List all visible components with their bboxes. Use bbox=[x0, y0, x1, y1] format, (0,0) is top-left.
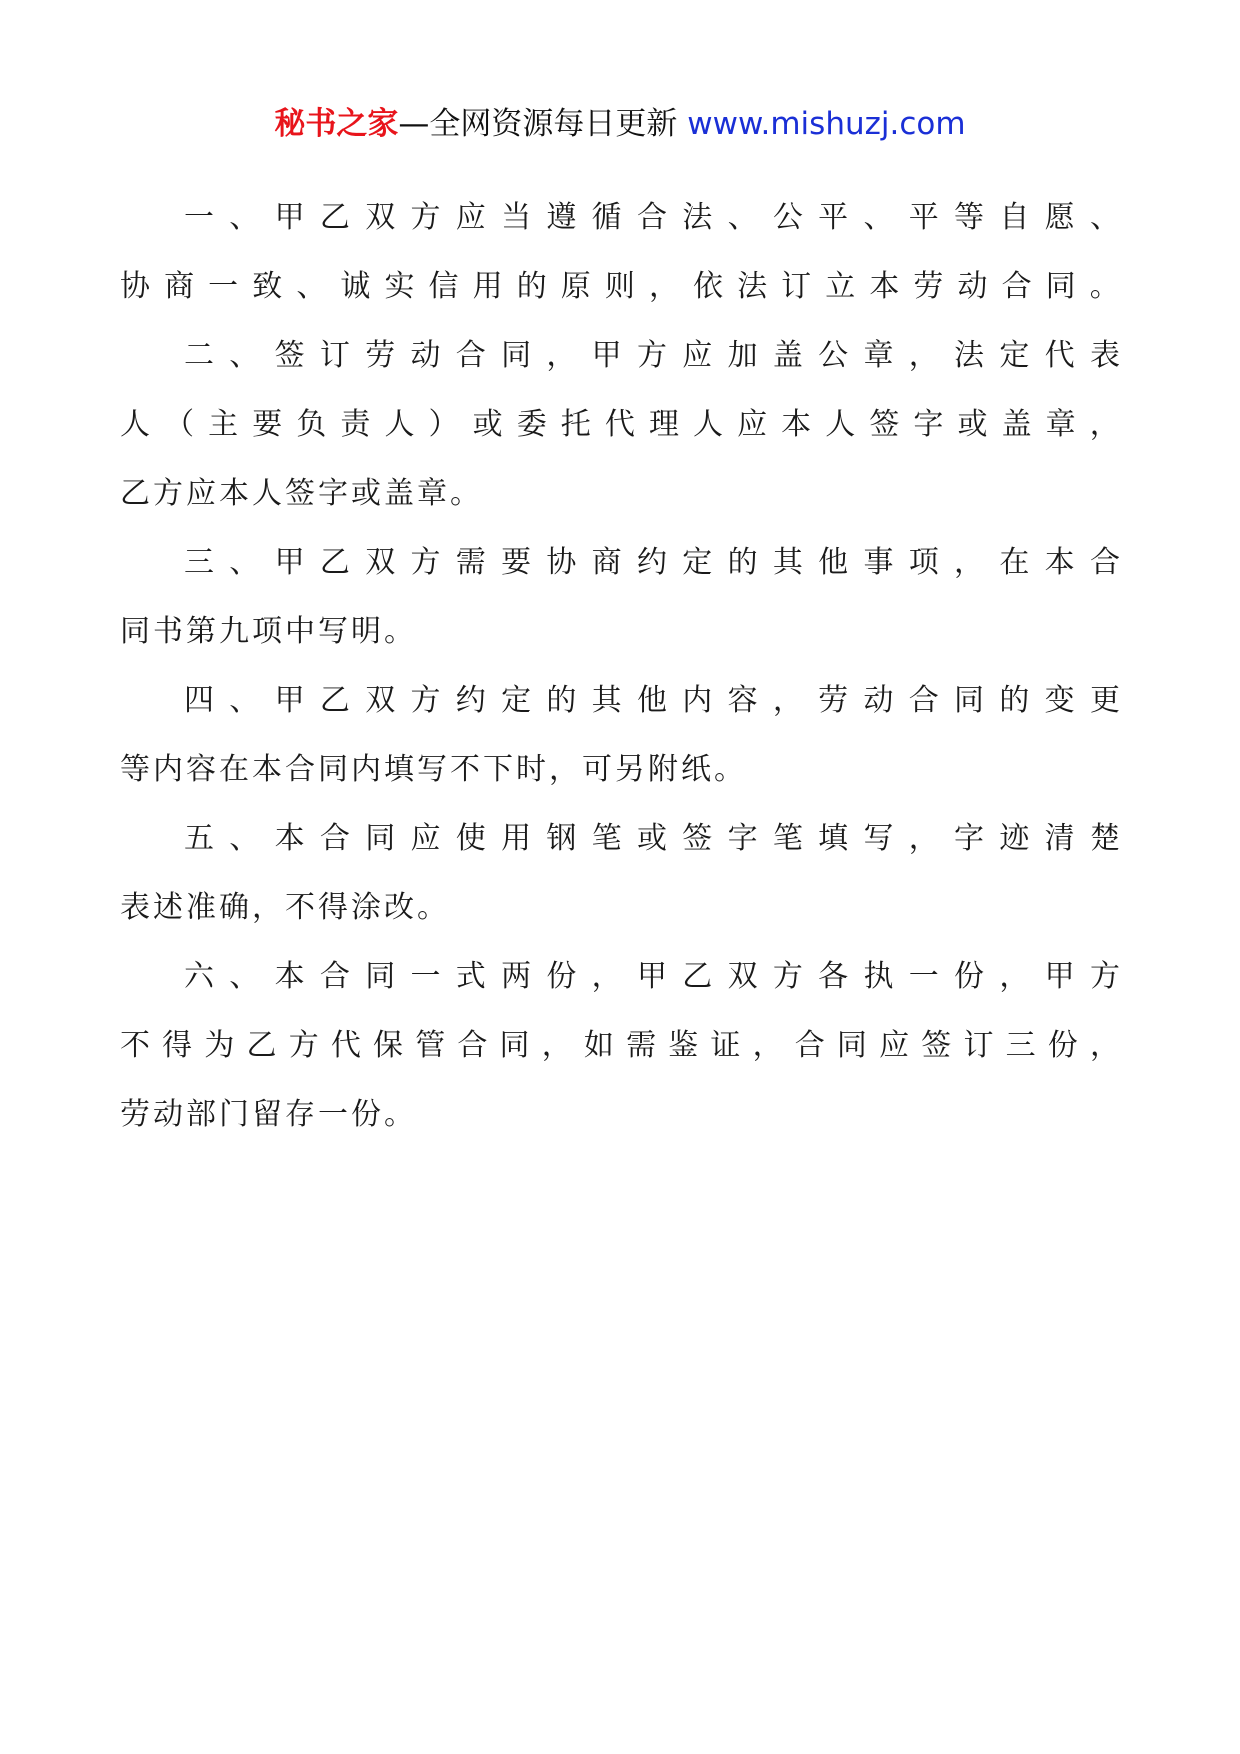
text-char: 使 bbox=[455, 821, 486, 856]
text-char: 需 bbox=[455, 545, 486, 580]
text-char: 主 bbox=[208, 407, 239, 442]
text-char: 方 bbox=[772, 959, 803, 994]
text-char: 同 bbox=[365, 821, 396, 856]
text-char: 填 bbox=[818, 821, 849, 856]
text-char: 字 bbox=[727, 821, 758, 856]
text-char: 合 bbox=[1001, 269, 1032, 304]
text-char: 如 bbox=[583, 1028, 614, 1063]
text-char: 应 bbox=[879, 1028, 910, 1063]
text-char: 法 bbox=[737, 269, 768, 304]
paragraph-5-line-1 bbox=[120, 817, 1120, 886]
text-char: （ bbox=[164, 407, 195, 442]
text-char: 的 bbox=[546, 683, 577, 718]
text-char: 一 bbox=[184, 200, 214, 235]
text-char: 各 bbox=[818, 959, 849, 994]
text-char: 甲 bbox=[274, 200, 305, 235]
text-char: 要 bbox=[252, 407, 283, 442]
text-char: 签 bbox=[921, 1028, 952, 1063]
text-char: 三 bbox=[184, 545, 214, 580]
text-char: 或 bbox=[636, 821, 667, 856]
text-char: 或 bbox=[957, 407, 988, 442]
text-char: 乙 bbox=[319, 683, 350, 718]
text-char: 为 bbox=[204, 1028, 235, 1063]
text-char: 或 bbox=[472, 407, 503, 442]
text-char: 清 bbox=[1044, 821, 1075, 856]
text-char: 协 bbox=[120, 269, 150, 304]
text-char: 甲 bbox=[274, 545, 305, 580]
text-char: 合 bbox=[455, 338, 486, 373]
text-char: 笔 bbox=[591, 821, 622, 856]
text-char: 人 bbox=[825, 407, 856, 442]
text-char: 商 bbox=[591, 545, 622, 580]
text-char: 迹 bbox=[999, 821, 1030, 856]
text-char: 钢 bbox=[546, 821, 577, 856]
text-char: 公 bbox=[818, 338, 849, 373]
text-char: 遵 bbox=[546, 200, 577, 235]
text-char: 盖 bbox=[1001, 407, 1032, 442]
text-char: 四 bbox=[184, 683, 214, 718]
paragraph-6-line-2 bbox=[120, 1024, 1120, 1093]
text-char: 签 bbox=[682, 821, 713, 856]
text-char: 盖 bbox=[772, 338, 803, 373]
text-char: 人 bbox=[693, 407, 724, 442]
text-char: 合 bbox=[457, 1028, 488, 1063]
text-char: 份 bbox=[1047, 1028, 1078, 1063]
text-char: 、 bbox=[229, 338, 260, 373]
text-char: 乙 bbox=[246, 1028, 277, 1063]
text-char: 订 bbox=[319, 338, 350, 373]
paragraph-6-line-1 bbox=[120, 955, 1120, 1024]
text-char: 一 bbox=[410, 959, 441, 994]
text-char: 变 bbox=[1044, 683, 1075, 718]
text-char: 定 bbox=[501, 683, 532, 718]
text-char: 应 bbox=[682, 338, 713, 373]
text-char: 同 bbox=[499, 1028, 530, 1063]
text-char: 劳 bbox=[818, 683, 849, 718]
text-char: 方 bbox=[410, 683, 441, 718]
text-char: 同 bbox=[836, 1028, 867, 1063]
text-char: 应 bbox=[737, 407, 768, 442]
text-char: 五 bbox=[184, 821, 214, 856]
paragraph-2-line-2 bbox=[120, 403, 1120, 472]
text-char: 方 bbox=[636, 338, 667, 373]
text-char: 委 bbox=[516, 407, 547, 442]
text-char: 份 bbox=[546, 959, 577, 994]
header-tagline: —全网资源每日更新 bbox=[398, 106, 678, 142]
text-char: 循 bbox=[591, 200, 622, 235]
text-char: 项 bbox=[908, 545, 939, 580]
text-char: 其 bbox=[591, 683, 622, 718]
paragraph-6-line-3: 劳动部门留存一份。 bbox=[120, 1097, 417, 1132]
text-char: 、 bbox=[863, 200, 894, 235]
text-char: 商 bbox=[164, 269, 195, 304]
text-char: 合 bbox=[636, 200, 667, 235]
text-char: ， bbox=[908, 821, 939, 856]
text-char: 人 bbox=[384, 407, 415, 442]
text-char: 依 bbox=[693, 269, 724, 304]
text-char: 在 bbox=[999, 545, 1030, 580]
text-char: 甲 bbox=[1044, 959, 1075, 994]
text-char: 定 bbox=[682, 545, 713, 580]
text-char: 乙 bbox=[682, 959, 713, 994]
text-char: 签 bbox=[869, 407, 900, 442]
text-char: 管 bbox=[415, 1028, 446, 1063]
text-char: 双 bbox=[365, 683, 396, 718]
text-char: ， bbox=[752, 1028, 783, 1063]
text-char: 、 bbox=[229, 959, 260, 994]
text-char: 等 bbox=[954, 200, 985, 235]
text-char: 立 bbox=[825, 269, 856, 304]
text-char: 证 bbox=[710, 1028, 741, 1063]
text-char: 人 bbox=[120, 407, 150, 442]
text-char: 更 bbox=[1089, 683, 1120, 718]
text-char: 、 bbox=[229, 821, 260, 856]
text-char: 其 bbox=[772, 545, 803, 580]
text-char: 动 bbox=[957, 269, 988, 304]
text-char: 保 bbox=[373, 1028, 404, 1063]
text-char: 份 bbox=[954, 959, 985, 994]
paragraph-1-line-2 bbox=[120, 265, 1120, 334]
text-char: 应 bbox=[455, 200, 486, 235]
text-char: 劳 bbox=[365, 338, 396, 373]
text-char: 同 bbox=[954, 683, 985, 718]
paragraph-1-line-1 bbox=[120, 196, 1120, 265]
contract-notes bbox=[120, 196, 1120, 1162]
text-char: 表 bbox=[1089, 338, 1120, 373]
text-char: 乙 bbox=[319, 200, 350, 235]
text-char: 法 bbox=[954, 338, 985, 373]
text-char: 公 bbox=[772, 200, 803, 235]
text-char: 要 bbox=[501, 545, 532, 580]
text-char: 式 bbox=[455, 959, 486, 994]
text-char: 原 bbox=[560, 269, 591, 304]
paragraph-3-line-2: 同书第九项中写明。 bbox=[120, 614, 417, 649]
text-char: 双 bbox=[727, 959, 758, 994]
text-char: 的 bbox=[727, 545, 758, 580]
text-char: 用 bbox=[501, 821, 532, 856]
text-char: ） bbox=[428, 407, 459, 442]
text-char: 合 bbox=[1089, 545, 1120, 580]
text-char: 章 bbox=[863, 338, 894, 373]
text-char: 他 bbox=[636, 683, 667, 718]
text-char: 合 bbox=[319, 821, 350, 856]
text-char: ， bbox=[541, 1028, 572, 1063]
text-char: 一 bbox=[208, 269, 239, 304]
text-char: 不 bbox=[120, 1028, 150, 1063]
paragraph-2-line-3: 乙方应本人签字或盖章。 bbox=[120, 476, 483, 511]
text-char: 方 bbox=[410, 200, 441, 235]
paragraph-3-line-1 bbox=[120, 541, 1120, 610]
text-char: ， bbox=[954, 545, 985, 580]
text-char: ， bbox=[648, 269, 679, 304]
text-char: 、 bbox=[229, 200, 260, 235]
text-char: 负 bbox=[296, 407, 327, 442]
text-char: 本 bbox=[781, 407, 812, 442]
paragraph-5-line-2: 表述准确，不得涂改。 bbox=[120, 890, 450, 925]
text-char: 自 bbox=[999, 200, 1030, 235]
text-char: ， bbox=[591, 959, 622, 994]
text-char: 动 bbox=[410, 338, 441, 373]
text-char: 责 bbox=[340, 407, 371, 442]
text-char: 代 bbox=[330, 1028, 361, 1063]
text-char: 本 bbox=[274, 959, 305, 994]
text-char: 乙 bbox=[319, 545, 350, 580]
text-char: 二 bbox=[184, 338, 214, 373]
text-char: ， bbox=[999, 959, 1030, 994]
text-char: 甲 bbox=[636, 959, 667, 994]
text-char: 得 bbox=[162, 1028, 193, 1063]
text-char: 双 bbox=[365, 200, 396, 235]
text-char: 法 bbox=[682, 200, 713, 235]
paragraph-4-line-2: 等内容在本合同内填写不下时，可另附纸。 bbox=[120, 752, 747, 787]
text-char: 字 bbox=[913, 407, 944, 442]
text-char: 本 bbox=[869, 269, 900, 304]
text-char: 代 bbox=[604, 407, 635, 442]
text-char: 字 bbox=[954, 821, 985, 856]
text-char: 鉴 bbox=[668, 1028, 699, 1063]
text-char: 托 bbox=[560, 407, 591, 442]
text-char: ， bbox=[772, 683, 803, 718]
text-char: 约 bbox=[455, 683, 486, 718]
text-char: 订 bbox=[963, 1028, 994, 1063]
text-char: 加 bbox=[727, 338, 758, 373]
text-char: 本 bbox=[1044, 545, 1075, 580]
page-header bbox=[0, 102, 1240, 146]
text-char: 的 bbox=[516, 269, 547, 304]
text-char: 合 bbox=[319, 959, 350, 994]
text-char: 章 bbox=[1045, 407, 1076, 442]
text-char: 本 bbox=[274, 821, 305, 856]
text-char: 、 bbox=[229, 683, 260, 718]
text-char: 、 bbox=[229, 545, 260, 580]
text-char: 用 bbox=[472, 269, 503, 304]
text-char: 劳 bbox=[913, 269, 944, 304]
text-char: 甲 bbox=[274, 683, 305, 718]
text-char: 同 bbox=[501, 338, 532, 373]
text-char: 甲 bbox=[591, 338, 622, 373]
text-char: 需 bbox=[626, 1028, 657, 1063]
text-char: 定 bbox=[999, 338, 1030, 373]
text-char: 、 bbox=[296, 269, 327, 304]
text-char: 致 bbox=[252, 269, 283, 304]
text-char: 同 bbox=[1045, 269, 1076, 304]
text-char: 三 bbox=[1005, 1028, 1036, 1063]
text-char: 代 bbox=[1044, 338, 1075, 373]
text-char: 实 bbox=[384, 269, 415, 304]
text-char: ， bbox=[1089, 407, 1120, 442]
text-char: 签 bbox=[274, 338, 305, 373]
text-char: 两 bbox=[501, 959, 532, 994]
paragraph-4-line-1 bbox=[120, 679, 1120, 748]
text-char: 合 bbox=[908, 683, 939, 718]
text-char: 同 bbox=[365, 959, 396, 994]
text-char: 方 bbox=[1089, 959, 1120, 994]
text-char: 。 bbox=[1089, 269, 1120, 304]
text-char: 执 bbox=[863, 959, 894, 994]
text-char: 六 bbox=[184, 959, 214, 994]
text-char: 信 bbox=[428, 269, 459, 304]
text-char: 内 bbox=[682, 683, 713, 718]
text-char: 平 bbox=[908, 200, 939, 235]
paragraph-2-line-1 bbox=[120, 334, 1120, 403]
text-char: 订 bbox=[781, 269, 812, 304]
text-char: 合 bbox=[794, 1028, 825, 1063]
text-char: 应 bbox=[410, 821, 441, 856]
text-char: 楚 bbox=[1089, 821, 1120, 856]
text-char: 的 bbox=[999, 683, 1030, 718]
text-char: ， bbox=[1089, 1028, 1120, 1063]
text-char: 一 bbox=[908, 959, 939, 994]
brand-name: 秘书之家 bbox=[274, 106, 399, 142]
text-char: 动 bbox=[863, 683, 894, 718]
text-char: 诚 bbox=[340, 269, 371, 304]
text-char: 双 bbox=[365, 545, 396, 580]
text-char: 方 bbox=[288, 1028, 319, 1063]
text-char: 协 bbox=[546, 545, 577, 580]
text-char: 事 bbox=[863, 545, 894, 580]
text-char: 当 bbox=[501, 200, 532, 235]
text-char: 方 bbox=[410, 545, 441, 580]
text-char: ， bbox=[908, 338, 939, 373]
text-char: 平 bbox=[818, 200, 849, 235]
text-char: ， bbox=[546, 338, 577, 373]
text-char: 理 bbox=[648, 407, 679, 442]
text-char: 他 bbox=[818, 545, 849, 580]
site-url-link[interactable]: www.mishuzj.com bbox=[687, 106, 966, 142]
text-char: 写 bbox=[863, 821, 894, 856]
text-char: 则 bbox=[604, 269, 635, 304]
text-char: 愿 bbox=[1044, 200, 1075, 235]
text-char: 约 bbox=[636, 545, 667, 580]
text-char: 笔 bbox=[772, 821, 803, 856]
text-char: 、 bbox=[727, 200, 758, 235]
text-char: 容 bbox=[727, 683, 758, 718]
text-char: 、 bbox=[1089, 200, 1120, 235]
